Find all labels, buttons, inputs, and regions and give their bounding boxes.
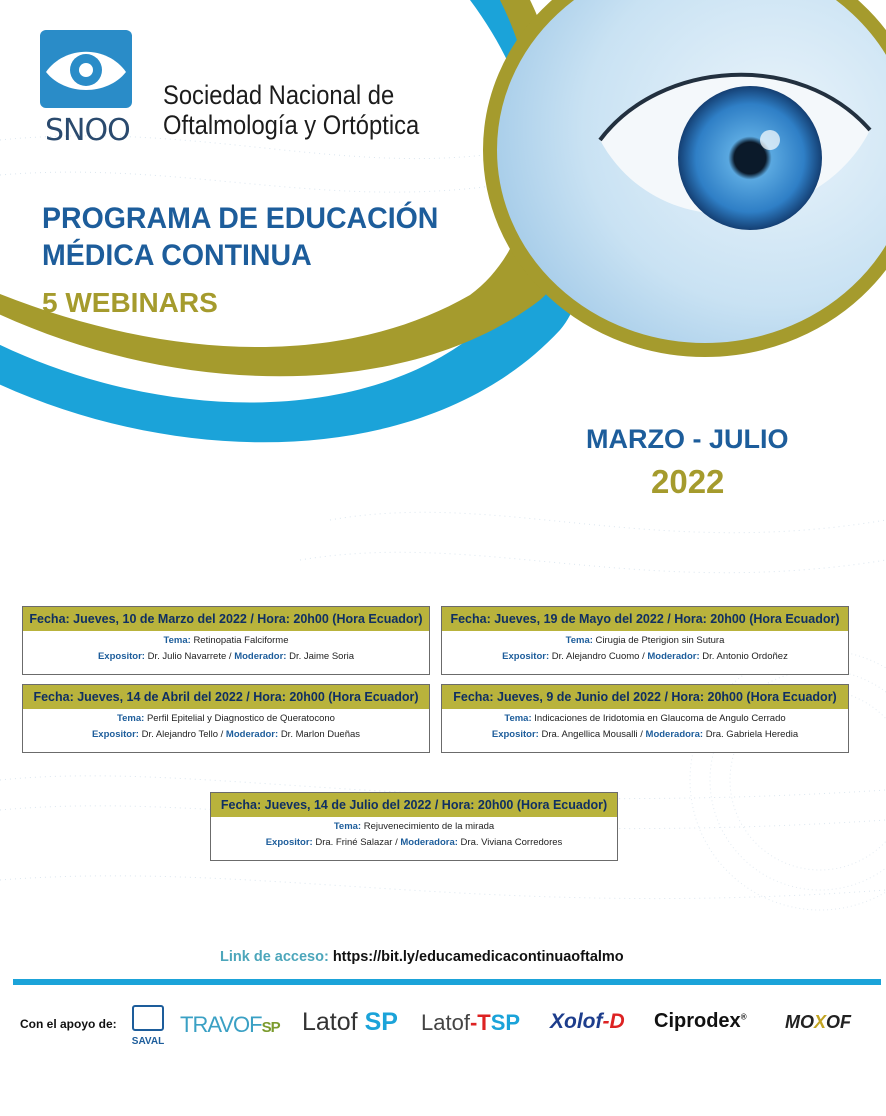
ciprodex-logo: Ciprodex® — [654, 1010, 747, 1032]
webinar-details: Tema: Retinopatia Falciforme Expositor: Dr. Julio Navarrete / Moderador: Dr. Jaime Soria — [97, 635, 355, 662]
webinar-date-header: Fecha: Jueves, 9 de Junio del 2022 / Hora: 20h00 (Hora Ecuador) — [442, 685, 848, 709]
program-title-line1: PROGRAMA DE EDUCACIÓN — [42, 202, 439, 235]
webinar-details: Tema: Perfil Epitelial y Diagnostico de Queratocono Expositor: Dr. Alejandro Tello / Moderador: Dr. Marlon Dueñas — [91, 713, 361, 740]
webinar-speaker: Dr. Alejandro Cuomo — [551, 651, 640, 662]
org-name-line2: Oftalmología y Ortóptica — [163, 110, 420, 140]
webinar-card-2 — [441, 606, 849, 675]
webinar-card-4 — [441, 684, 849, 753]
access-link-label: Link de acceso: — [220, 949, 329, 965]
webinar-date-header: Fecha: Jueves, 14 de Julio del 2022 / Hora: 20h00 (Hora Ecuador) — [211, 793, 617, 817]
support-label: Con el apoyo de: — [20, 1017, 117, 1031]
webinar-topic: Cirugia de Pterigion sin Sutura — [595, 635, 725, 646]
webinar-details: Tema: Rejuvenecimiento de la mirada Expositor: Dra. Friné Salazar / Moderadora: Dra. Viviana Corredores — [265, 821, 563, 848]
webinar-date-header: Fecha: Jueves, 10 de Marzo del 2022 / Hora: 20h00 (Hora Ecuador) — [23, 607, 429, 631]
program-title — [42, 200, 438, 274]
program-title-line2: MÉDICA CONTINUA — [42, 239, 312, 272]
webinar-moderator: Dr. Jaime Soria — [289, 651, 355, 662]
webinar-date-header: Fecha: Jueves, 14 de Abril del 2022 / Hora: 20h00 (Hora Ecuador) — [23, 685, 429, 709]
webinar-details: Tema: Indicaciones de Iridotomia en Glaucoma de Angulo Cerrado Expositor: Dra. Angellica Mousalli / Moderadora: Dra. Gabriela Heredia — [491, 713, 799, 740]
webinar-moderator: Dr. Antonio Ordoñez — [702, 651, 788, 662]
webinar-topic: Rejuvenecimiento de la mirada — [363, 821, 495, 832]
period-months: MARZO - JULIO — [586, 424, 789, 454]
access-link — [220, 949, 624, 965]
org-name-line1: Sociedad Nacional de — [163, 80, 395, 110]
webinar-speaker: Dra. Friné Salazar — [315, 837, 393, 848]
webinar-moderator: Dra. Viviana Corredores — [460, 837, 563, 848]
webinar-date-header: Fecha: Jueves, 19 de Mayo del 2022 / Hora: 20h00 (Hora Ecuador) — [442, 607, 848, 631]
access-link-url[interactable]: https://bit.ly/educamedicacontinuaoftalmo — [332, 949, 624, 965]
travof-sp-logo: TRAVOFSP — [180, 1012, 280, 1037]
saval-logo: SAVAL — [130, 1005, 166, 1049]
latof-sp-logo: Latof SP — [302, 1008, 398, 1036]
webinars-subtitle: 5 WEBINARS — [42, 287, 218, 318]
moxof-logo: MOXOF — [785, 1012, 852, 1032]
webinar-topic: Indicaciones de Iridotomia en Glaucoma de Angulo Cerrado — [534, 713, 786, 724]
webinar-card-1 — [22, 606, 430, 675]
webinar-card-5 — [210, 792, 618, 861]
organization-name — [163, 80, 419, 140]
webinar-speaker: Dr. Alejandro Tello — [141, 729, 218, 740]
xolof-d-logo: Xolof-D — [550, 1010, 625, 1033]
webinar-moderator: Dra. Gabriela Heredia — [705, 729, 799, 740]
webinar-card-3 — [22, 684, 430, 753]
webinar-topic: Retinopatia Falciforme — [193, 635, 289, 646]
webinar-speaker: Dr. Julio Navarrete — [147, 651, 227, 662]
footer-divider — [13, 979, 881, 985]
period-year: 2022 — [651, 463, 725, 500]
logo-text: SNOO — [45, 113, 130, 148]
webinar-details: Tema: Cirugia de Pterigion sin Sutura Expositor: Dr. Alejandro Cuomo / Moderador: Dr. Antonio Ordoñez — [502, 635, 788, 662]
webinar-speaker: Dra. Angellica Mousalli — [541, 729, 638, 740]
latof-t-sp-logo: Latof-TSP — [421, 1010, 521, 1035]
saval-icon — [132, 1005, 164, 1031]
webinar-topic: Perfil Epitelial y Diagnostico de Queratocono — [146, 713, 335, 724]
webinar-moderator: Dr. Marlon Dueñas — [280, 729, 361, 740]
